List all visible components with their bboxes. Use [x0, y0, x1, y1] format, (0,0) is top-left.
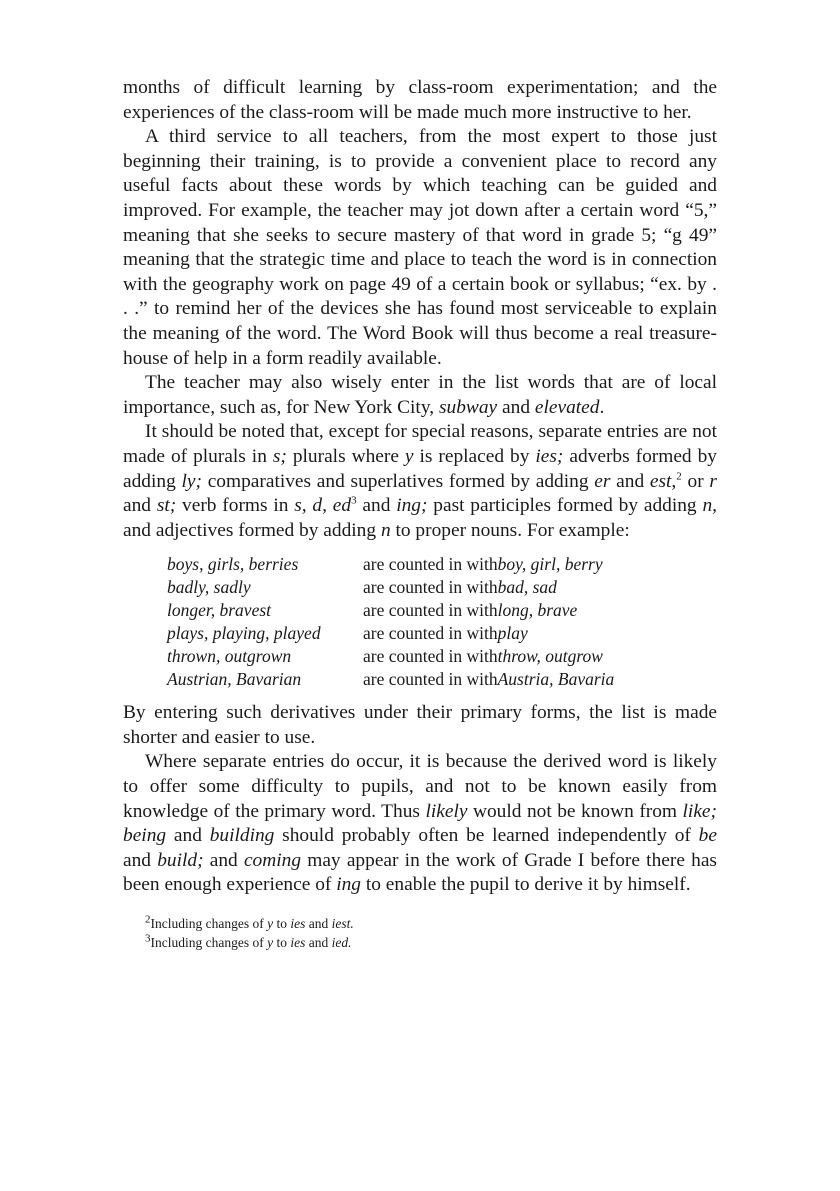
examples-table: [167, 553, 614, 691]
footnote-ref-2: 2: [676, 470, 682, 483]
table-row: [167, 668, 614, 691]
table-row: [167, 599, 614, 622]
table-row: [167, 576, 614, 599]
derived-words: thrown, outgrown: [167, 646, 292, 667]
derived-words: boys, girls, berries: [167, 554, 299, 575]
footnote-3: $^3$Including changes of y to ies and ied.: [145, 932, 352, 951]
relation-text: are counted in with: [363, 554, 498, 575]
relation-text: are counted in with: [363, 669, 498, 690]
derived-words: badly, sadly: [167, 577, 251, 598]
derived-words: plays, playing, played: [167, 623, 321, 644]
relation-text: are counted in with: [363, 600, 498, 621]
paragraph-6: Where separate entries do occur, it is because the derived word is likely to offer some difficulty to pupils, and not to be known easily from knowledge of the primary word. Thus likely would not be known from like; being and building should probably often be learned independently of be and build; and coming may appear in the work of Grade I before there has been enough experience of ing to enable the pupil to derive it by himself.: [123, 751, 717, 896]
footnotes: [145, 914, 717, 952]
paragraph-5: By entering such derivatives under their primary forms, the list is made shorter and easier to use.: [123, 702, 717, 748]
footnote-ref-3: 3: [351, 494, 357, 507]
derived-words: longer, bravest: [167, 600, 272, 621]
primary-words: Austria, Bavaria: [497, 669, 615, 690]
primary-words: long, brave: [497, 600, 578, 621]
primary-words: boy, girl, berry: [497, 554, 603, 575]
page-content: [123, 76, 717, 952]
table-row: [167, 553, 614, 576]
table-row: [167, 645, 614, 668]
relation-text: are counted in with: [363, 577, 498, 598]
relation-text: are counted in with: [363, 623, 498, 644]
relation-text: are counted in with: [363, 646, 498, 667]
primary-words: play: [497, 623, 528, 644]
derived-words: Austrian, Bavarian: [167, 669, 302, 690]
footnote-2: $^2$Including changes of y to ies and iest.: [145, 913, 354, 932]
table-row: [167, 622, 614, 645]
paragraph-3: The teacher may also wisely enter in the list words that are of local importance, such as, for New York City, subway and elevated.: [123, 372, 717, 418]
paragraph-4: It should be noted that, except for special reasons, separate entries are not made of plurals in s; plurals where y is replaced by ies; adverbs formed by adding ly; comparatives and superlatives formed by adding er and est,$^2$ or r and st; verb forms in s, d, $ed^3$ and ing; past participles formed by adding n, and adjectives formed by adding n to proper nouns. For example:: [123, 421, 717, 541]
paragraph-1: months of difficult learning by class-room experimentation; and the experiences of the class-room will be made much more instructive to her.: [123, 77, 717, 123]
paragraph-2: A third service to all teachers, from the most expert to those just beginning their training, is to provide a convenient place to record any useful facts about these words by which teaching can be guided and improved. For example, the teacher may jot down after a certain word “5,” meaning that she seeks to secure mastery of that word in grade 5; “g 49” meaning that the strategic time and place to teach the word is in connection with the geography work on page 49 of a certain book or syllabus; “ex. by . . .” to remind her of the devices she has found most serviceable to explain the meaning of the word. The Word Book will thus become a real treasure-house of help in a form readily available.: [123, 126, 717, 369]
primary-words: bad, sad: [497, 577, 557, 598]
primary-words: throw, outgrow: [497, 646, 603, 667]
